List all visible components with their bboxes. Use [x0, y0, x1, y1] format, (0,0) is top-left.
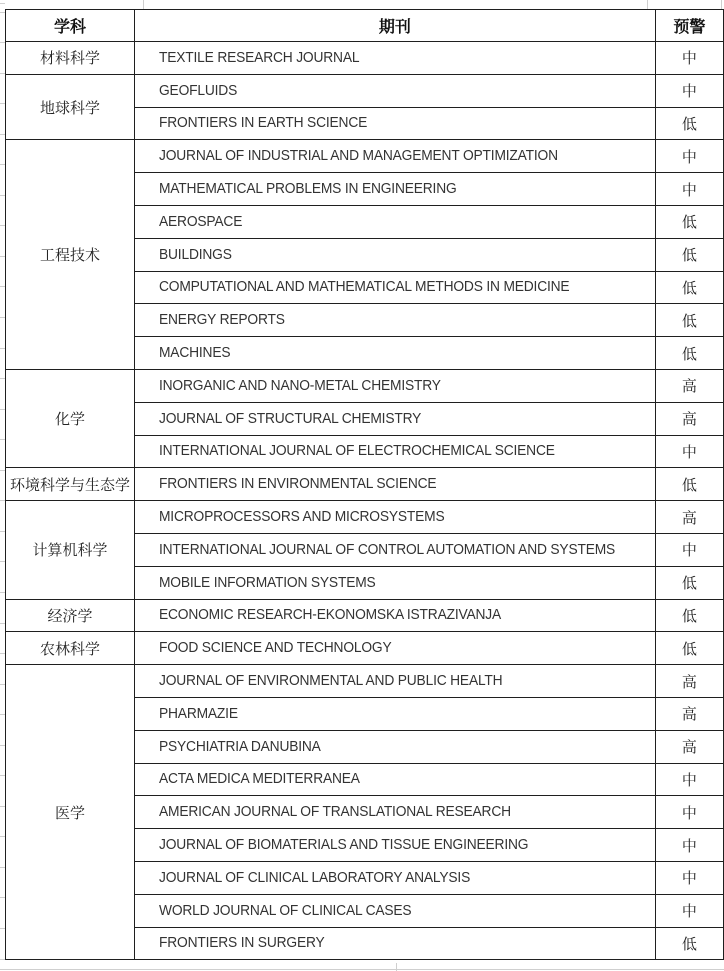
table-row: [6, 665, 724, 698]
journal-cell: [134, 107, 655, 140]
sheet-gridline: [0, 867, 5, 868]
sheet-gridline: [396, 963, 397, 971]
subject-cell: 经济学: [6, 599, 135, 632]
sheet-gridline: [143, 0, 144, 9]
journal-name: MACHINES: [158, 344, 231, 362]
warning-cell: 中: [655, 42, 723, 75]
sheet-gridline: [0, 653, 5, 654]
journal-name: JOURNAL OF BIOMATERIALS AND TISSUE ENGINEERING: [158, 836, 529, 854]
sheet-gridline: [0, 12, 5, 13]
sheet-gridline: [0, 195, 5, 196]
sheet-gridline: [0, 561, 5, 562]
subject-cell: 化学: [6, 369, 135, 467]
journal-name: ACTA MEDICA MEDITERRANEA: [158, 770, 360, 788]
sheet-gridline: [0, 256, 5, 257]
journal-cell: [134, 763, 655, 796]
warning-cell: 低: [655, 205, 723, 238]
warning-cell: 低: [655, 304, 723, 337]
subject-cell: 医学: [6, 665, 135, 960]
journal-name: WORLD JOURNAL OF CLINICAL CASES: [158, 901, 412, 919]
journal-name: PSYCHIATRIA DANUBINA: [158, 737, 321, 755]
sheet-gridline: [0, 134, 5, 135]
sheet-gridline: [647, 0, 648, 9]
sheet-gridline: [0, 531, 5, 532]
journal-cell: [134, 697, 655, 730]
warning-cell: 中: [655, 173, 723, 206]
journal-name: COMPUTATIONAL AND MATHEMATICAL METHODS IN MEDICINE: [158, 278, 570, 296]
warning-cell: 中: [655, 140, 723, 173]
sheet-gridline: [0, 500, 5, 501]
journal-name: FOOD SCIENCE AND TECHNOLOGY: [158, 639, 392, 657]
journal-cell: [134, 304, 655, 337]
journal-name: INTERNATIONAL JOURNAL OF CONTROL AUTOMATION AND SYSTEMS: [158, 540, 616, 558]
warning-cell: 低: [655, 599, 723, 632]
sheet-gridline: [0, 103, 5, 104]
journal-cell: [134, 796, 655, 829]
header-subject: 学科: [6, 10, 135, 42]
journal-name: GEOFLUIDS: [158, 81, 238, 99]
journal-name: INORGANIC AND NANO-METAL CHEMISTRY: [158, 376, 441, 394]
journal-cell: [134, 927, 655, 960]
warning-cell: 低: [655, 468, 723, 501]
journal-cell: [134, 632, 655, 665]
warning-cell: 中: [655, 763, 723, 796]
warning-cell: 低: [655, 107, 723, 140]
table-row: [6, 501, 724, 534]
journal-name: AMERICAN JOURNAL OF TRANSLATIONAL RESEARCH: [158, 803, 511, 821]
warning-cell: 高: [655, 369, 723, 402]
sheet-gridline: [0, 897, 5, 898]
warning-cell: 中: [655, 74, 723, 107]
journal-cell: [134, 730, 655, 763]
warning-cell: 高: [655, 730, 723, 763]
warning-cell: 低: [655, 632, 723, 665]
warning-cell: 中: [655, 829, 723, 862]
warning-cell: 中: [655, 861, 723, 894]
warning-cell: 低: [655, 566, 723, 599]
subject-cell: 环境科学与生态学: [6, 468, 135, 501]
journal-cell: [134, 599, 655, 632]
sheet-gridline: [0, 959, 5, 960]
sheet-gridline: [721, 0, 722, 9]
table-row: [6, 599, 724, 632]
sheet-gridline: [0, 775, 5, 776]
journal-cell: [134, 271, 655, 304]
sheet-gridline: [0, 73, 5, 74]
table-row: [6, 632, 724, 665]
sheet-gridline: [0, 378, 5, 379]
sheet-gridline: [0, 286, 5, 287]
subject-cell: 工程技术: [6, 140, 135, 370]
sheet-gridline: [0, 745, 5, 746]
journal-cell: [134, 238, 655, 271]
journal-warning-table: [5, 9, 724, 960]
journal-name: FRONTIERS IN EARTH SCIENCE: [158, 114, 368, 132]
sheet-gridline: [0, 164, 5, 165]
journal-name: BUILDINGS: [158, 245, 232, 263]
journal-name: JOURNAL OF INDUSTRIAL AND MANAGEMENT OPTIMIZATION: [158, 147, 558, 165]
sheet-gridline: [0, 928, 5, 929]
journal-cell: [134, 42, 655, 75]
sheet-gridline: [0, 836, 5, 837]
journal-name: ECONOMIC RESEARCH-EKONOMSKA ISTRAZIVANJA: [158, 606, 501, 624]
sheet-gridline: [0, 225, 5, 226]
journal-name: ENERGY REPORTS: [158, 311, 285, 329]
table-header-row: [6, 10, 724, 42]
journal-name: MATHEMATICAL PROBLEMS IN ENGINEERING: [158, 180, 457, 198]
journal-cell: [134, 665, 655, 698]
journal-cell: [134, 369, 655, 402]
sheet-gridline: [0, 714, 5, 715]
journal-cell: [134, 501, 655, 534]
journal-name: JOURNAL OF STRUCTURAL CHEMISTRY: [158, 409, 422, 427]
sheet-gridline: [0, 317, 5, 318]
journal-cell: [134, 894, 655, 927]
journal-name: PHARMAZIE: [158, 704, 238, 722]
header-warning: 预警: [655, 10, 723, 42]
table-row: [6, 140, 724, 173]
subject-cell: 农林科学: [6, 632, 135, 665]
journal-cell: [134, 829, 655, 862]
warning-cell: 低: [655, 238, 723, 271]
subject-cell: 材料科学: [6, 42, 135, 75]
journal-name: MICROPROCESSORS AND MICROSYSTEMS: [158, 508, 445, 526]
header-journal: 期刊: [134, 10, 655, 42]
sheet-gridline: [0, 592, 5, 593]
warning-cell: 中: [655, 894, 723, 927]
warning-cell: 高: [655, 402, 723, 435]
journal-cell: [134, 140, 655, 173]
journal-cell: [134, 566, 655, 599]
journal-cell: [134, 74, 655, 107]
warning-cell: 中: [655, 533, 723, 566]
sheet-gridline: [0, 623, 5, 624]
journal-name: AEROSPACE: [158, 212, 243, 230]
warning-cell: 低: [655, 337, 723, 370]
journal-cell: [134, 205, 655, 238]
journal-cell: [134, 402, 655, 435]
sheet-gridline: [0, 470, 5, 471]
subject-cell: 地球科学: [6, 74, 135, 140]
journal-cell: [134, 861, 655, 894]
subject-cell: 计算机科学: [6, 501, 135, 599]
journal-cell: [134, 435, 655, 468]
journal-cell: [134, 337, 655, 370]
table-body: [6, 42, 724, 960]
warning-cell: 中: [655, 435, 723, 468]
table-row: [6, 74, 724, 107]
table-row: [6, 42, 724, 75]
warning-cell: 高: [655, 697, 723, 730]
sheet-gridline: [0, 3, 5, 4]
table-row: [6, 369, 724, 402]
table-row: [6, 468, 724, 501]
sheet-gridline: [0, 42, 5, 43]
journal-name: JOURNAL OF CLINICAL LABORATORY ANALYSIS: [158, 868, 471, 886]
journal-cell: [134, 173, 655, 206]
journal-name: MOBILE INFORMATION SYSTEMS: [158, 573, 376, 591]
journal-name: TEXTILE RESEARCH JOURNAL: [158, 48, 360, 66]
sheet-gridline: [0, 684, 5, 685]
header-row: [6, 10, 724, 42]
warning-cell: 高: [655, 501, 723, 534]
journal-cell: [134, 533, 655, 566]
sheet-gridline: [0, 969, 724, 970]
journal-name: INTERNATIONAL JOURNAL OF ELECTROCHEMICAL SCIENCE: [158, 442, 555, 460]
journal-name: JOURNAL OF ENVIRONMENTAL AND PUBLIC HEALTH: [158, 672, 503, 690]
sheet-gridline: [0, 409, 5, 410]
sheet-gridline: [0, 348, 5, 349]
warning-cell: 低: [655, 927, 723, 960]
warning-cell: 中: [655, 796, 723, 829]
sheet-gridline: [0, 806, 5, 807]
warning-cell: 低: [655, 271, 723, 304]
warning-cell: 高: [655, 665, 723, 698]
journal-name: FRONTIERS IN SURGERY: [158, 934, 325, 952]
sheet-gridline: [0, 439, 5, 440]
journal-name: FRONTIERS IN ENVIRONMENTAL SCIENCE: [158, 475, 437, 493]
journal-cell: [134, 468, 655, 501]
